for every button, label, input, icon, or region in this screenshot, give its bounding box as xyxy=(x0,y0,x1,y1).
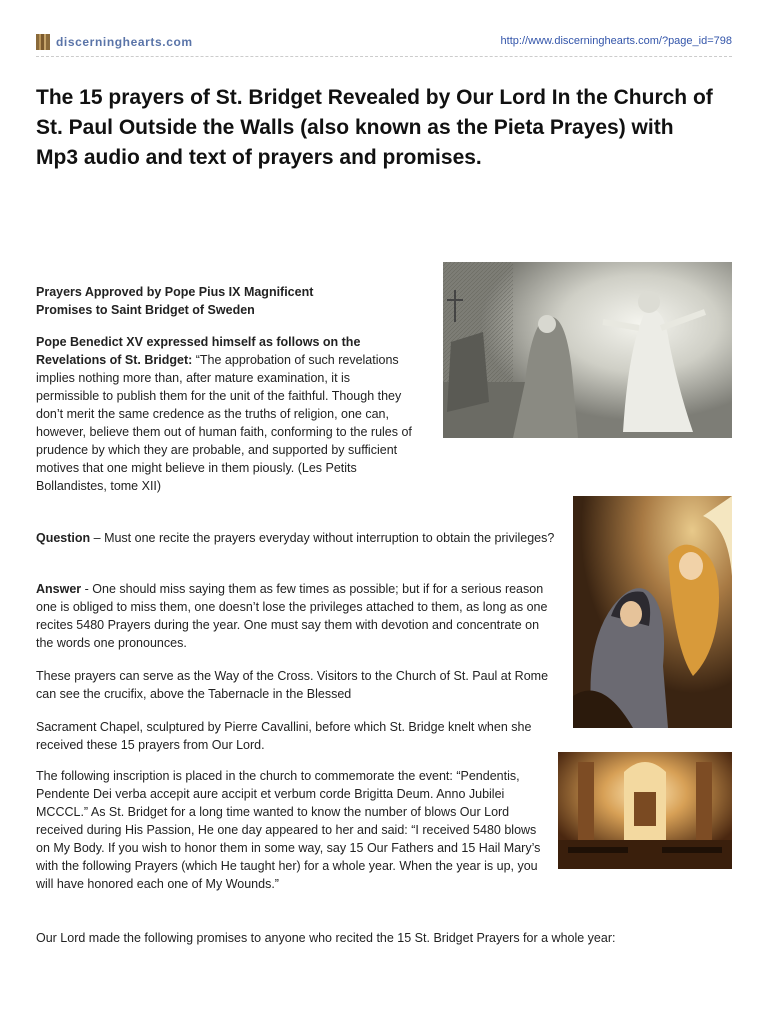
chapel-illustration xyxy=(558,752,732,869)
site-name-link[interactable]: discerninghearts.com xyxy=(56,35,193,49)
answer-paragraph xyxy=(36,580,556,652)
benedict-paragraph xyxy=(36,333,416,495)
inscription-paragraph: The following inscription is placed in the church to commemorate the event: “Pendentis, Pendente Dei verba accepit aure accipit et verbum corde Brigitta Deum. Anno Jubilei MCCCL.” As St. Bridget for a long time wanted to know the number of blows Our Lord received during His Passion, He one day appeared to her and said: “I received 5480 blows on My Body. If you wish to honor them in some way, say 15 Our Fathers and 15 Hail Mary’s with the following Prayers (which He taught her) for a whole year. When the year is up, you will have honored each one of My Wounds.” xyxy=(36,769,541,891)
header-divider xyxy=(36,56,732,57)
benedict-quote: “The approbation of such revelations implies nothing more than, after mature examination, it is permissible to publish them for the unit of the faithful. Though they don’t merit the same credence as the truths of religion, one can, however, believe them out of human faith, conforming to the rules of prudence by which they are probable, and supported by sufficient motives that one might believe in them piously. (Les Petits Bollandistes, tome XII) xyxy=(36,353,412,493)
promises-intro-paragraph: Our Lord made the following promises to anyone who recited the 15 St. Bridget Prayers for a whole year: xyxy=(36,931,616,945)
benedict-lead: Pope Benedict XV expressed himself as follows on the Revelations of St. Bridget: xyxy=(36,335,361,367)
article-title: The 15 prayers of St. Bridget Revealed by Our Lord In the Church of St. Paul Outside the Walls (also known as the Pieta Prayes) with Mp3 audio and text of prayers and promises. xyxy=(36,86,713,169)
answer-label: Answer xyxy=(36,582,82,596)
painting-illustration xyxy=(573,496,732,728)
engraving-illustration xyxy=(443,262,732,438)
answer-text: - One should miss saying them as few times as possible; but if for a serious reason one is obliged to miss them, one doesn’t lose the privileges attached to them, as long as one recites 5480 Prayers during the year. One must say them with devotion and concentrate on the words one pronounces. xyxy=(36,582,548,650)
question-text: – Must one recite the prayers everyday without interruption to obtain the privileges? xyxy=(90,531,555,545)
sacrament-paragraph: Sacrament Chapel, sculptured by Pierre Cavallini, before which St. Bridge knelt when she received these 15 prayers from Our Lord. xyxy=(36,720,532,752)
painting-image xyxy=(573,496,732,728)
question-label: Question xyxy=(36,531,91,545)
subheading-line-1: Prayers Approved by Pope Pius IX Magnificent xyxy=(36,285,314,299)
site-header xyxy=(36,34,732,54)
page-url-link[interactable]: http://www.discerninghearts.com/?page_id=798 xyxy=(500,35,732,47)
engraving-image xyxy=(443,262,732,438)
site-logo-icon[interactable] xyxy=(36,34,50,50)
way-of-cross-paragraph: These prayers can serve as the Way of the Cross. Visitors to the Church of St. Paul at Rome can see the crucifix, above the Tabernacle in the Blessed xyxy=(36,669,549,701)
chapel-image xyxy=(558,752,732,869)
subheading xyxy=(36,283,436,319)
subheading-line-2: Promises to Saint Bridget of Sweden xyxy=(36,303,255,317)
question-paragraph xyxy=(36,529,556,547)
